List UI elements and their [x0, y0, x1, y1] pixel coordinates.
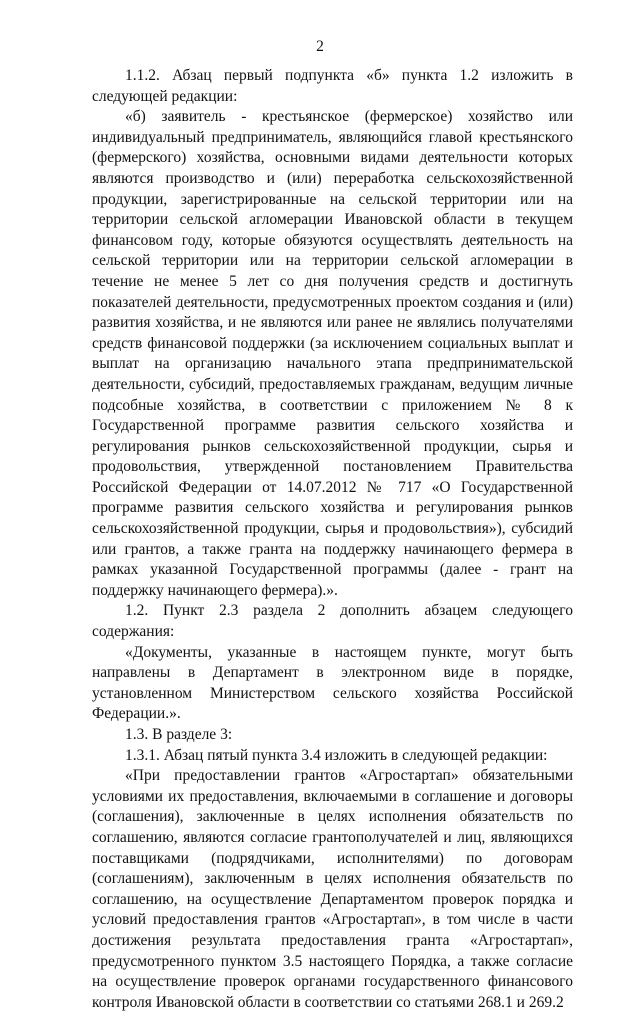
paragraph-1-2: 1.2. Пункт 2.3 раздела 2 дополнить абзацем следующего содержания:	[92, 602, 573, 641]
paragraph-1-3-1: 1.3.1. Абзац пятый пункта 3.4 изложить в следующей редакции:	[125, 746, 548, 764]
paragraph-agrostartup-conditions: «При предоставлении грантов «Агростартап» обязательными условиями их предоставления, включаемыми в соглашение и договоры (соглашения), заключенные в целях исполнения обязательств по соглашению, являются согласие грантополучателей и лиц, являющихся поставщиками (подрядчиками, исполнителями) по договорам (соглашениям), заключенным в целях исполнения обязательств по соглашению, на осуществление Департаментом проверок порядка и условий предоставления грантов «Агростартап», в том числе в части достижения результата предоставления гранта «Агростартап», предусмотренного пунктом 3.5 настоящего Порядка, а также согласие на осуществление проверок органами государственного финансового контроля Ивановской области в соответствии со статьями 268.1 и 269.2	[92, 767, 573, 1011]
paragraph-1-1-2: 1.1.2. Абзац первый подпункта «б» пункта 1.2 изложить в следующей редакции:	[92, 67, 573, 105]
paragraph-applicant-definition: «б) заявитель - крестьянское (фермерское) хозяйство или индивидуальный предприниматель, являющийся главой крестьянского (фермерского) хозяйства, основными видами деятельности которых являются производство и (или) переработка сельскохозяйственной продукции, зарегистрированные на сельской территории или на территории сельской агломерации Ивановской области в текущем финансовом году, которые обязуются осуществлять деятельность на сельской территории или на территории сельской агломерации в течение не менее 5 лет со дня получения средств и достигнуть показателей деятельности, предусмотренных проектом создания и (или) развития хозяйства, и не являются или ранее не являлись получателями средств финансовой поддержки (за исключением социальных выплат и выплат на организацию начального этапа предпринимательской деятельности, субсидий, предоставляемых гражданам, ведущим личные подсобные хозяйства, в соответствии с приложением № 8 к Государственной программе развития сельского хозяйства и регулирования рынков сельскохозяйственной продукции, сырья и продовольствия, утвержденной постановлением Правительства Российской Федерации от 14.07.2012 № 717 «О Государственной программе развития сельского хозяйства и регулирования рынков сельскохозяйственной продукции, сырья и продовольствия»), субсидий или грантов, а также гранта на поддержку начинающего фермера в рамках указанной Государственной программы (далее - грант на поддержку начинающего фермера).».	[92, 108, 573, 599]
paragraph-documents-electronic: «Документы, указанные в настоящем пункте, могут быть направлены в Департамент в электронном виде в порядке, установленном Министерством сельского хозяйства Российской Федерации.».	[92, 643, 573, 723]
page-number: 2	[316, 38, 324, 55]
document-body	[92, 66, 573, 1013]
paragraph-1-3: 1.3. В разделе 3:	[125, 726, 233, 743]
